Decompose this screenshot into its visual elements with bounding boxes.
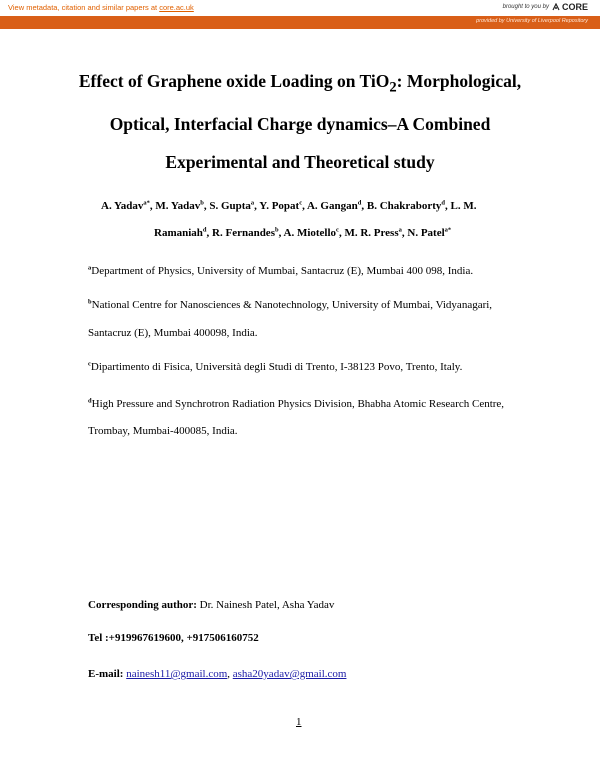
affiliation-c	[88, 361, 462, 373]
author-name: , A. Gangan	[302, 200, 358, 212]
author-name: Ramaniah	[154, 227, 203, 239]
author-affiliation-sup: a	[250, 199, 255, 207]
affiliation-a-text: Department of Physics, University of Mumbai, Santacruz (E), Mumbai 400 098, India.	[91, 265, 474, 277]
title-text-1-end: : Morphological,	[396, 71, 522, 91]
author-affiliation-sup: c	[299, 199, 303, 207]
author-affiliation-sup: a*	[444, 226, 452, 234]
authors-line-2	[154, 227, 451, 239]
authors-line-1	[101, 200, 477, 212]
affiliation-d-line2: Trombay, Mumbai-400085, India.	[88, 425, 238, 437]
brought-by-text: brought to you by	[502, 4, 549, 10]
paper-title-line-2: Optical, Interfacial Charge dynamics–A Combined	[109, 114, 491, 134]
core-banner	[0, 0, 600, 29]
author-name: , M. R. Press	[338, 227, 399, 239]
author-name: , S. Gupta	[203, 200, 251, 212]
author-name: , B. Chakraborty	[361, 200, 442, 212]
author-name: A. Yadav	[101, 200, 144, 212]
affiliation-a-sup: a	[88, 264, 92, 272]
core-logo-icon	[552, 3, 560, 11]
author-name: , N. Patel	[401, 227, 445, 239]
affiliation-a	[88, 265, 473, 277]
affiliation-c-text: Dipartimento di Fisica, Università degli Studi di Trento, I-38123 Povo, Trento, Italy.	[90, 361, 463, 373]
author-name: , L. M.	[445, 200, 477, 212]
title-subscript: 2	[389, 79, 397, 96]
author-affiliation-sup: a*	[143, 199, 150, 207]
corresponding-author	[88, 599, 334, 611]
author-affiliation-sup: b	[274, 226, 279, 234]
core-ac-uk-link[interactable]: core.ac.uk	[159, 3, 194, 12]
affiliation-d	[88, 398, 504, 410]
brought-to-you-by	[503, 2, 588, 12]
core-logo-text: CORE	[561, 2, 588, 12]
author-affiliation-sup: d	[441, 199, 446, 207]
core-logo[interactable]	[552, 2, 588, 12]
paper-title-line-3: Experimental and Theoretical study	[165, 152, 435, 172]
email-line	[88, 668, 346, 680]
author-affiliation-sup: d	[357, 199, 362, 207]
paper-title-line-1	[40, 71, 560, 96]
author-affiliation-sup: a	[398, 226, 402, 234]
author-affiliation-sup: b	[200, 199, 204, 207]
core-metadata-link[interactable]	[8, 3, 194, 12]
author-name: , A. Miotello	[278, 227, 337, 239]
core-provided-strip	[0, 16, 600, 29]
affiliation-b-line1: National Centre for Nanosciences & Nanotechnology, University of Mumbai, Vidyanagari,	[91, 299, 493, 311]
page-number: 1	[296, 716, 302, 728]
affiliation-b-sup: b	[88, 298, 92, 306]
author-name: , Y. Popat	[254, 200, 300, 212]
corresponding-label: Corresponding author:	[88, 599, 197, 611]
author-affiliation-sup: d	[202, 226, 207, 234]
affiliation-d-sup: d	[88, 397, 92, 405]
core-top-bar	[0, 0, 600, 16]
telephone	[88, 632, 259, 644]
affiliation-d-line1: High Pressure and Synchrotron Radiation Physics Division, Bhabha Atomic Research Centre,	[91, 398, 505, 410]
corresponding-value: Dr. Nainesh Patel, Asha Yadav	[196, 599, 335, 611]
email-label: E-mail:	[88, 668, 124, 680]
email-separator: ,	[227, 668, 233, 680]
tel-text: Tel :+919967619600, +917506160752	[88, 632, 259, 644]
author-affiliation-sup: c	[336, 226, 339, 234]
author-name: , R. Fernandes	[206, 227, 275, 239]
author-name: , M. Yadav	[149, 200, 201, 212]
title-text-1: Effect of Graphene oxide Loading on TiO	[78, 71, 390, 91]
email-link-1[interactable]: nainesh11@gmail.com	[126, 668, 228, 680]
core-link-prefix: View metadata, citation and similar papers at	[8, 3, 160, 12]
email-link-2[interactable]: asha20yadav@gmail.com	[232, 668, 347, 680]
affiliation-b-line2: Santacruz (E), Mumbai 400098, India.	[88, 327, 258, 339]
provided-by-text: provided by University of Liverpool Repository	[476, 18, 588, 24]
affiliation-c-sup: c	[88, 360, 91, 368]
affiliation-b	[88, 299, 492, 311]
